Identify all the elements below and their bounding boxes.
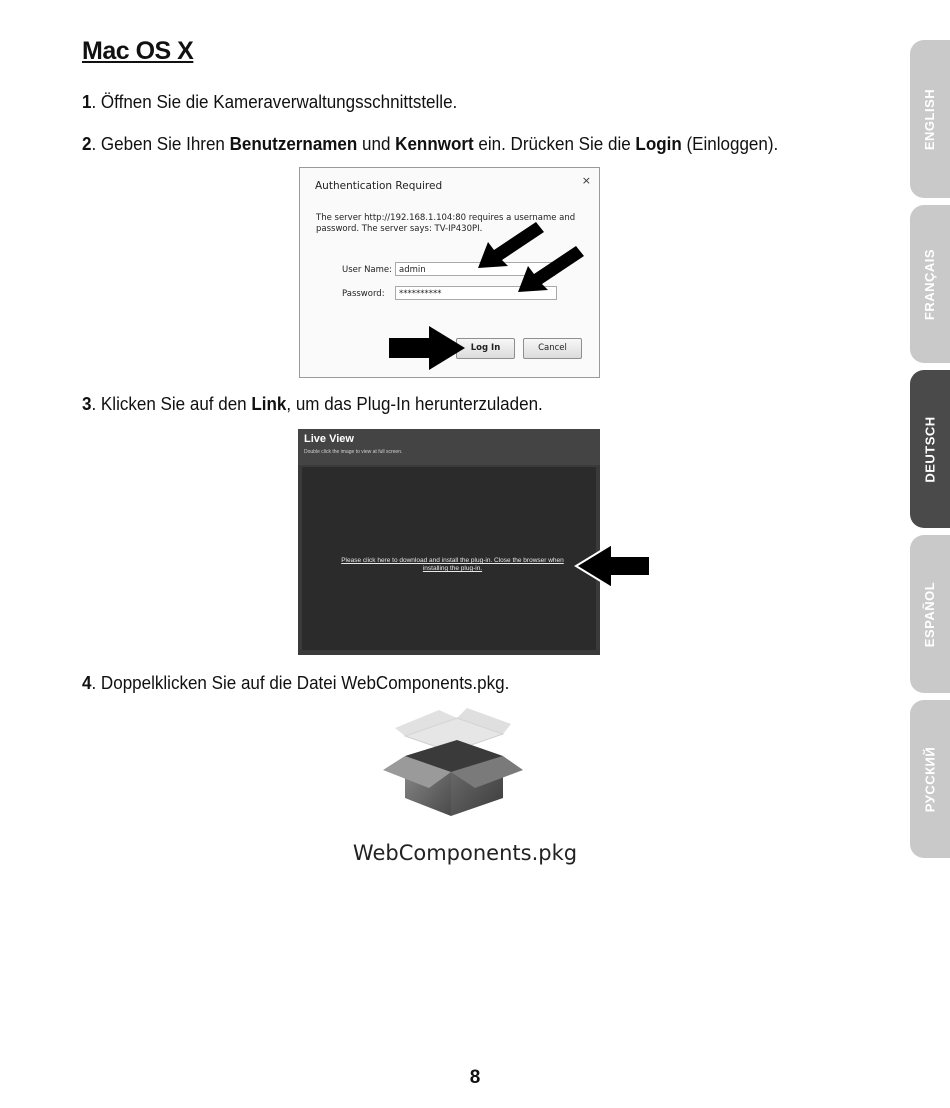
live-view-screenshot <box>298 429 600 655</box>
page-number: 8 <box>469 1067 481 1088</box>
tab-espanol[interactable] <box>910 535 950 693</box>
tab-francais-label: FRANÇAIS <box>922 248 938 320</box>
step-4-text: . Doppelklicken Sie auf die Datei WebComponents.pkg. <box>91 672 510 693</box>
package-file-name: WebComponents.pkg <box>352 841 578 865</box>
step-2-bold-login: Login <box>635 133 682 154</box>
step-2-bold-password: Kennwort <box>395 133 474 154</box>
step-3 <box>82 393 543 415</box>
log-in-button[interactable]: Log In <box>456 338 515 359</box>
tab-espanol-label: ESPAÑOL <box>922 581 938 647</box>
step-1-text: . Öffnen Sie die Kameraverwaltungsschnittstelle. <box>91 91 458 112</box>
dialog-message: The server http://192.168.1.104:80 requires a username and password. The server says: TV-IP430PI. <box>316 213 576 234</box>
step-1-number: 1 <box>82 91 92 112</box>
arrow-pointer-plugin-icon <box>574 544 652 588</box>
live-view-title: Live View <box>304 433 354 445</box>
step-4 <box>82 672 509 694</box>
step-3-text: , um das Plug-In herunterzuladen. <box>286 393 543 414</box>
step-2-bold-username: Benutzernamen <box>229 133 358 154</box>
live-view-hint: Double click the image to view at full screen. <box>304 449 403 455</box>
tab-english[interactable] <box>910 40 950 198</box>
arrow-pointer-login-icon <box>389 326 467 370</box>
cancel-button[interactable]: Cancel <box>523 338 582 359</box>
tab-deutsch-label: DEUTSCH <box>922 415 938 483</box>
step-2-text: (Einloggen). <box>681 133 779 154</box>
plugin-download-link[interactable]: Please click here to download and install the plug-in. Close the browser when installing the plug-in. <box>341 557 564 572</box>
step-2-text: ein. Drücken Sie die <box>473 133 636 154</box>
tab-francais[interactable] <box>910 205 950 363</box>
tab-english-label: ENGLISH <box>922 88 938 150</box>
user-name-field[interactable]: admin <box>395 262 555 276</box>
step-1 <box>82 91 457 113</box>
step-2-text: . Geben Sie Ihren <box>91 133 230 154</box>
dialog-title: Authentication Required <box>315 180 443 192</box>
step-2-number: 2 <box>82 133 92 154</box>
step-2-text: und <box>357 133 396 154</box>
step-2 <box>82 133 778 155</box>
step-3-bold-link: Link <box>251 393 287 414</box>
step-4-number: 4 <box>82 672 92 693</box>
page-title: Mac OS X <box>82 37 194 65</box>
step-3-text: . Klicken Sie auf den <box>91 393 252 414</box>
live-view-area <box>302 467 596 650</box>
tab-russian[interactable] <box>910 700 950 858</box>
live-view-header <box>298 429 600 465</box>
close-icon[interactable]: × <box>581 174 591 187</box>
package-icon[interactable] <box>383 708 523 820</box>
password-label: Password: <box>342 289 385 299</box>
password-field[interactable]: ********** <box>395 286 557 300</box>
step-3-number: 3 <box>82 393 92 414</box>
user-name-label: User Name: <box>342 265 393 275</box>
arrow-pointer-password-icon <box>510 242 590 298</box>
tab-deutsch[interactable] <box>910 370 950 528</box>
tab-russian-label: РУССКИЙ <box>922 746 938 812</box>
